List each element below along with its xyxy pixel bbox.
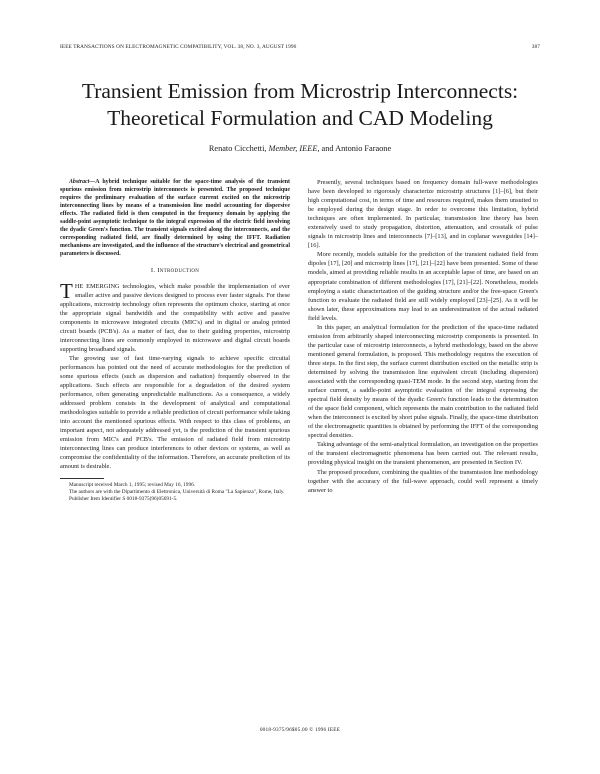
author-grade: Member, IEEE,: [268, 144, 320, 153]
right-paragraph-5: The proposed procedure, combining the qualities of the transmission line methodology together with the accuracy of the full-wave approach, could well represent a timely answer to: [308, 468, 538, 494]
section-heading-introduction: I. Introduction: [150, 267, 200, 275]
right-paragraph-3: In this paper, an analytical formulation for the prediction of the space-time radiated emission from arbitrarily shaped interconnecting microstrip components is presented. In the particular case of microstrip interconnects, a hybrid methodology, based on the above mentioned general formulation, is proposed. This methodology requires the execution of three steps. In the first step, the surface current distribution excited on the metallic strip is determined by solving the transmission line equivalent circuit (including dispersion) associated with the corresponding quasi-TEM mode. In the second step, starting from the surface current, a saddle-point asymptotic evaluation of the integral expressing the spectral field density by means of the dyadic Green's function leads to the determination of the space field component, which represents the main contribution to the radiated field when the interconnect is excited by short pulse signals. Finally, the space-time distribution of the electromagnetic quantities is obtained by performing the IFFT of the corresponding spectral densities.: [308, 323, 538, 440]
author-first: Renato Cicchetti,: [208, 144, 267, 153]
copyright-line: 0018-9375/96$05.00 © 1996 IEEE: [259, 727, 341, 733]
title-line-1: Transient Emission from Microstrip Interconnects:: [81, 79, 519, 103]
abstract-lead: Abstract—: [69, 179, 96, 185]
intro-p1-text: technologies, which make possible the implementation of ever smaller active and passive devices designed to process ever faster signals. For these applications, microstrip technology often represents the optimum choice, starting at once the appropriate signal bandwidth and the compatibility with active and passive components in microwave integrated circuits (MIC's) and in digital or analog printed circuit boards (PCB's). As a matter of fact, due to their guiding properties, microstrip interconnecting lines are commonly employed in microwave and digital circuit boards supporting broadband signals.: [60, 282, 290, 353]
footnote-pii: Publisher Item Identifier S 0018-9375(96)05691-5.: [69, 495, 178, 502]
author-line: [40, 144, 560, 153]
drop-cap: T: [60, 278, 73, 303]
paper-title: [40, 78, 560, 132]
intro-first-words: HE EMERGING: [74, 282, 120, 290]
footnote-affiliation: The authors are with the Dipartimento di Elettronica, Università di Roma "La Sapienza", Rome, Italy.: [69, 488, 285, 495]
right-column: [308, 178, 538, 495]
right-paragraph-1: Presently, several techniques based on frequency domain full-wave methodologies have been developed to rigorously characterize microstrip structures [1]–[6], but their high computational cost, in terms of time and resources required, makes them unsuited to be employed during the design stage. In order to overcome this limitation, hybrid techniques are often implemented. In particular, transmission line theory has been extensively used to study propagation, distortion, attenuation, and crosstalk of pulse signals in microstrip lines and interconnects [7]–[13], and in coplanar waveguides [14]–[16].: [308, 179, 538, 250]
intro-paragraph-2: The growing use of fast time-varying signals to achieve specific circuital performances has pointed out the need of accurate methodologies for the prediction of some spurious effects (such as dispersion and radiation) frequently observed in the applications. Such effects are responsible for a degradation of the desired system performance, often generating unpredictable malfunctions. As a consequence, a widely addressed problem consists in the development of analytical and computational methodologies suitable to provide a reliable prediction of circuit performance while taking into account the mentioned spurious effects. With respect to this class of problems, an important aspect, not adequately addressed yet, is the prediction of the transient spurious emission from MIC's and PCB's. The emission of radiated field from microstrip interconnecting lines can produce interferences to other devices or systems, as well as compromise the confidentiality of the information. Therefore, an accurate prediction of its amount is desirable.: [60, 354, 290, 471]
footnote-divider: [60, 478, 104, 479]
abstract-text: A hybrid technique suitable for the space-time analysis of the transient spurious emission from microstrip interconnects is presented. The proposed technique requires the preliminary evaluation of the surface current excited on the microstrip interconnecting lines by means of a transmission line model accounting for dispersive effects. The radiated field is then computed in the frequency domain by applying the saddle-point asymptotic technique to the integral expression of the electric field involving the dyadic Green's function. The transient signals excited along the interconnects, and the corresponding radiated field, are finally determined by using the IFFT. Radiation mechanisms are investigated, and the influence of the structure's electrical and geometrical parameters is discussed.: [60, 179, 290, 258]
footnote-received: Manuscript received March 1, 1995; revised May 16, 1996.: [69, 481, 196, 488]
right-paragraph-2: More recently, models suitable for the prediction of the transient radiated field from dipoles [17], [20] and microstrip lines [17], [21]–[22] have been presented. Some of these models, aimed at providing reliable results in an acceptable lapse of time, are based on an appropriate combination of different methodologies [17], [21]–[22]. Nonetheless, models employing a static characterization of the guiding structure and/or the free-space Green's function to evaluate the radiated field are still widely employed [23]–[25]. As it will be shown later, these approximations may lead to an underestimation of the actual radiated field levels.: [308, 251, 538, 322]
journal-name: IEEE TRANSACTIONS ON ELECTROMAGNETIC COMPATIBILITY, VOL. 38, NO. 3, AUGUST 1996: [60, 44, 297, 50]
left-column: [60, 178, 290, 503]
running-header: [60, 44, 540, 50]
intro-paragraph-1: [60, 278, 290, 354]
author-rest: and Antonio Faraone: [321, 144, 392, 153]
page-number: 387: [531, 44, 540, 50]
title-line-2: Theoretical Formulation and CAD Modeling: [107, 106, 493, 130]
right-paragraph-4: Taking advantage of the semi-analytical formulation, an investigation on the properties of the transient electromagnetic phenomena has been carried out. The relevant results, providing physical insight on the transient phenomenon, are presented in Section IV.: [308, 441, 538, 467]
abstract: [60, 178, 290, 258]
